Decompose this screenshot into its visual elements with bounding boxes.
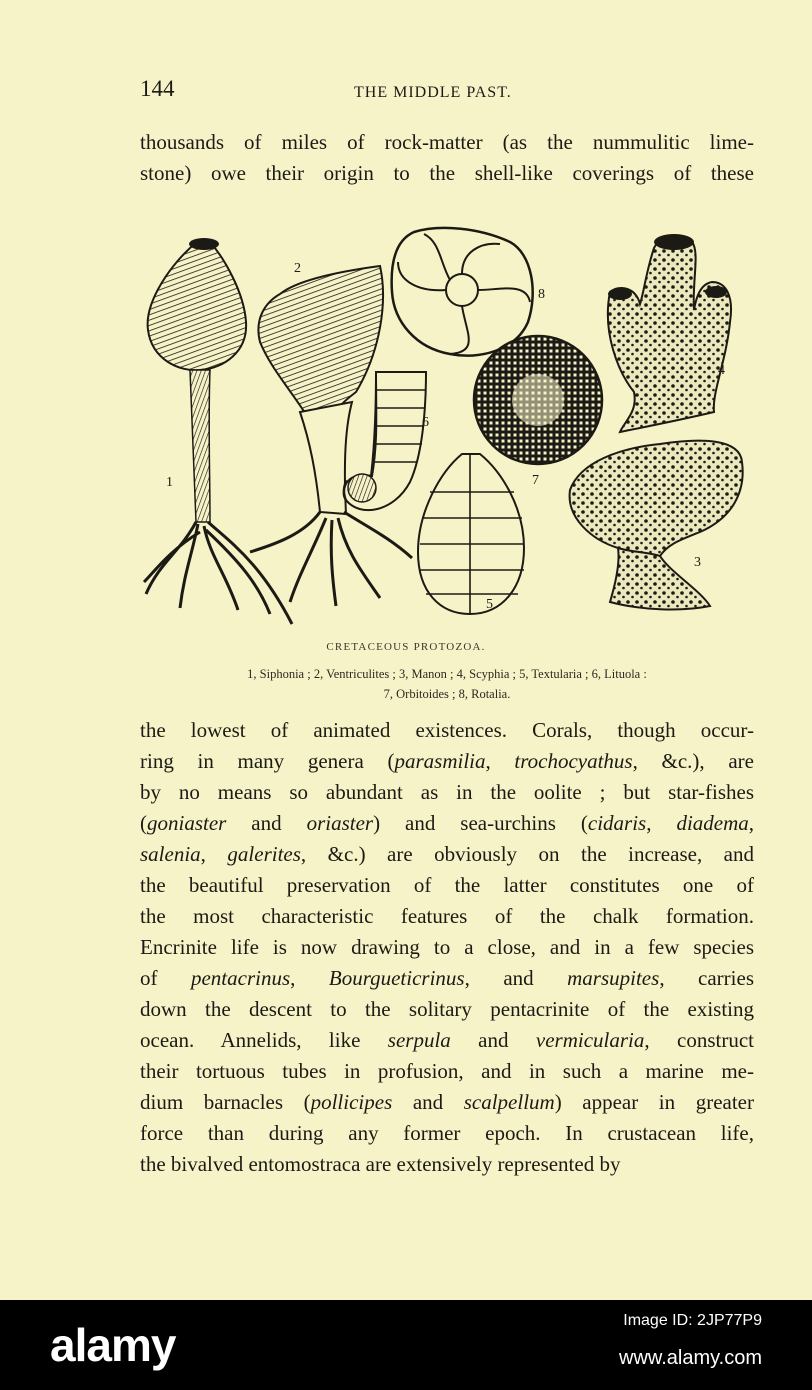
running-title: THE MIDDLE PAST.	[354, 84, 512, 101]
text-line: thousands of miles of rock-matter (as the nummulitic lime-	[140, 130, 754, 154]
genus-name: galerites	[227, 842, 301, 866]
text-line: the most characteristic features of the chalk formation.	[140, 904, 754, 928]
text-line: salenia, galerites, &c.) are obviously on the increase, and	[140, 842, 755, 866]
text-line: (goniaster and oriaster) and sea-urchins (cidaris, diadema,	[140, 811, 755, 835]
scyphia-drawing	[608, 234, 731, 432]
image-id: Image ID: 2JP77P9	[623, 1312, 762, 1329]
genus-name: pentacrinus	[190, 966, 291, 990]
genus-name: marsupites	[567, 966, 660, 990]
paragraph-top	[140, 127, 754, 189]
text-line: force than during any former epoch. In crustacean life,	[140, 1121, 754, 1145]
genus-name: serpula	[387, 1028, 451, 1052]
text-line: dium barnacles (pollicipes and scalpellum) appear in greater	[140, 1090, 754, 1114]
text-line: stone) owe their origin to the shell-like coverings of these	[140, 161, 754, 185]
siphonia-drawing	[144, 238, 292, 624]
caption-line: 1, Siphonia ; 2, Ventriculites ; 3, Manon ; 4, Scyphia ; 5, Textularia ; 6, Lituola :	[247, 667, 647, 681]
text-line: ring in many genera (parasmilia, trochocyathus, &c.), are	[140, 749, 754, 773]
figure-label-7: 7	[532, 473, 539, 488]
figure-caption-list	[140, 664, 754, 704]
genus-name: cidaris	[587, 811, 647, 835]
text-line: by no means so abundant as in the oolite ; but star-fishes	[140, 780, 754, 804]
figure-label-8: 8	[538, 287, 545, 302]
text-line: Encrinite life is now drawing to a close, and in a few species	[140, 935, 754, 959]
genus-name: oriaster	[306, 811, 374, 835]
caption-line: 7, Orbitoides ; 8, Rotalia.	[383, 687, 511, 701]
text-line: the beautiful preservation of the latter constitutes one of	[140, 873, 754, 897]
figure-label-2: 2	[294, 261, 301, 276]
watermark-url: www.alamy.com	[619, 1347, 762, 1369]
genus-name: salenia	[140, 842, 201, 866]
orbitoides-drawing	[474, 336, 602, 464]
figure-label-3: 3	[694, 555, 701, 570]
genus-name: parasmilia	[394, 749, 486, 773]
genus-name: Bourgueticrinus	[328, 966, 465, 990]
text-line: their tortuous tubes in profusion, and in such a marine me-	[140, 1059, 754, 1083]
figure-label-5: 5	[486, 597, 493, 612]
figure-label-1: 1	[166, 475, 173, 490]
rotalia-drawing	[392, 228, 533, 356]
text-line: of pentacrinus, Bourgueticrinus, and marsupites, carries	[140, 966, 754, 990]
genus-name: diadema	[676, 811, 749, 835]
watermark-banner	[0, 1300, 812, 1390]
textularia-drawing	[418, 454, 524, 614]
genus-name: vermicularia	[535, 1028, 645, 1052]
genus-name: scalpellum	[463, 1090, 555, 1114]
genus-name: goniaster	[147, 811, 227, 835]
alamy-logo: alamy	[50, 1319, 176, 1371]
protozoa-illustration	[140, 222, 754, 632]
page-number: 144	[140, 76, 175, 101]
manon-drawing	[570, 441, 743, 610]
figure-label-4: 4	[718, 363, 725, 378]
figure-label-6: 6	[422, 415, 429, 430]
text-line: the bivalved entomostraca are extensively represented by	[140, 1152, 621, 1176]
paragraph-main	[140, 715, 754, 1180]
text-line: ocean. Annelids, like serpula and vermicularia, construct	[140, 1028, 755, 1052]
text-line: down the descent to the solitary pentacrinite of the existing	[140, 997, 754, 1021]
genus-name: pollicipes	[310, 1090, 393, 1114]
genus-name: trochocyathus	[514, 749, 633, 773]
figure-caption-title: CRETACEOUS PROTOZOA.	[326, 641, 486, 653]
text-line: the lowest of animated existences. Corals, though occur-	[140, 718, 754, 742]
